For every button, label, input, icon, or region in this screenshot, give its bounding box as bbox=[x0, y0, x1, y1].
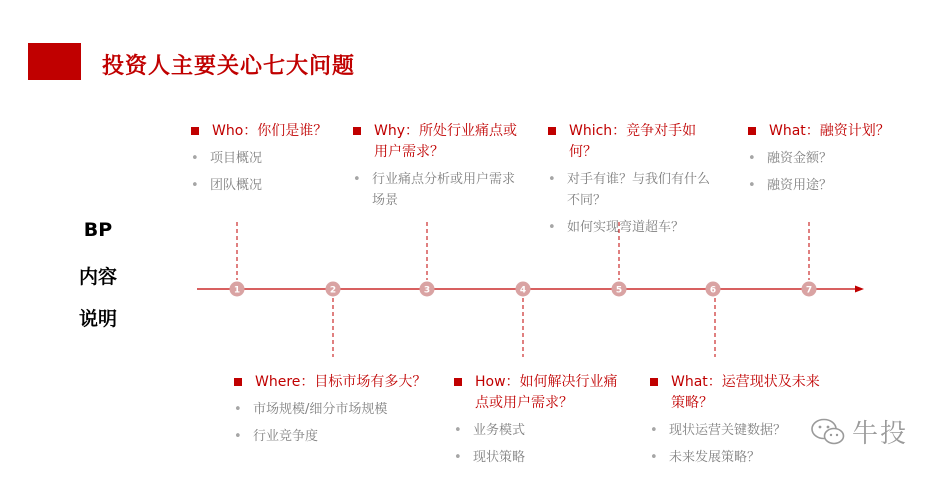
question-item: • 未来发展策略？ bbox=[649, 447, 824, 468]
watermark bbox=[810, 413, 908, 450]
side-label-line-3: 说明 bbox=[78, 308, 117, 330]
node-label-6: 6 bbox=[709, 285, 717, 296]
node-5 bbox=[612, 282, 627, 297]
timeline-arrowhead bbox=[855, 286, 864, 293]
node-7 bbox=[802, 282, 817, 297]
question-item: • 如何实现弯道超车？ bbox=[547, 217, 717, 238]
node-1 bbox=[230, 282, 245, 297]
node-label-4: 4 bbox=[519, 285, 527, 296]
side-label-line-1: BP bbox=[83, 219, 113, 241]
question-item: • 业务模式 bbox=[453, 420, 623, 441]
node-3 bbox=[420, 282, 435, 297]
node-label-1: 1 bbox=[233, 285, 241, 296]
question-why bbox=[352, 121, 524, 211]
question-heading: Who：你们是谁？ bbox=[190, 121, 350, 142]
node-label-2: 2 bbox=[329, 285, 337, 296]
question-what-operations bbox=[649, 372, 824, 468]
question-heading: Which：竞争对手如何？ bbox=[547, 121, 717, 163]
side-label-line-2: 内容 bbox=[78, 266, 117, 288]
node-2 bbox=[326, 282, 341, 297]
question-item: • 团队概况 bbox=[190, 175, 350, 196]
node-label-7: 7 bbox=[805, 285, 813, 296]
question-who bbox=[190, 121, 350, 196]
question-heading: What：运营现状及未来策略？ bbox=[649, 372, 824, 414]
question-item: • 行业竞争度 bbox=[233, 426, 438, 447]
question-heading: Where：目标市场有多大？ bbox=[233, 372, 438, 393]
node-4 bbox=[516, 282, 531, 297]
question-item: • 市场规模/细分市场规模 bbox=[233, 399, 438, 420]
question-item: • 现状运营关键数据？ bbox=[649, 420, 824, 441]
question-how bbox=[453, 372, 623, 468]
question-item: • 行业痛点分析或用户需求场景 bbox=[352, 169, 524, 211]
question-item: • 对手有谁？与我们有什么不同？ bbox=[547, 169, 717, 211]
question-item: • 项目概况 bbox=[190, 148, 350, 169]
node-label-3: 3 bbox=[423, 285, 431, 296]
node-label-5: 5 bbox=[615, 285, 623, 296]
question-heading: What：融资计划？ bbox=[747, 121, 917, 142]
question-heading: How：如何解决行业痛点或用户需求？ bbox=[453, 372, 623, 414]
question-where bbox=[233, 372, 438, 447]
page-title: 投资人主要关心七大问题 bbox=[102, 54, 356, 79]
node-6 bbox=[706, 282, 721, 297]
question-what-financing bbox=[747, 121, 917, 196]
question-heading: Why：所处行业痛点或用户需求？ bbox=[352, 121, 524, 163]
question-item: • 现状策略 bbox=[453, 447, 623, 468]
question-item: • 融资金额？ bbox=[747, 148, 917, 169]
wechat-icon bbox=[810, 417, 846, 447]
question-which bbox=[547, 121, 717, 238]
question-item: • 融资用途？ bbox=[747, 175, 917, 196]
watermark-text: 牛投 bbox=[852, 419, 909, 449]
